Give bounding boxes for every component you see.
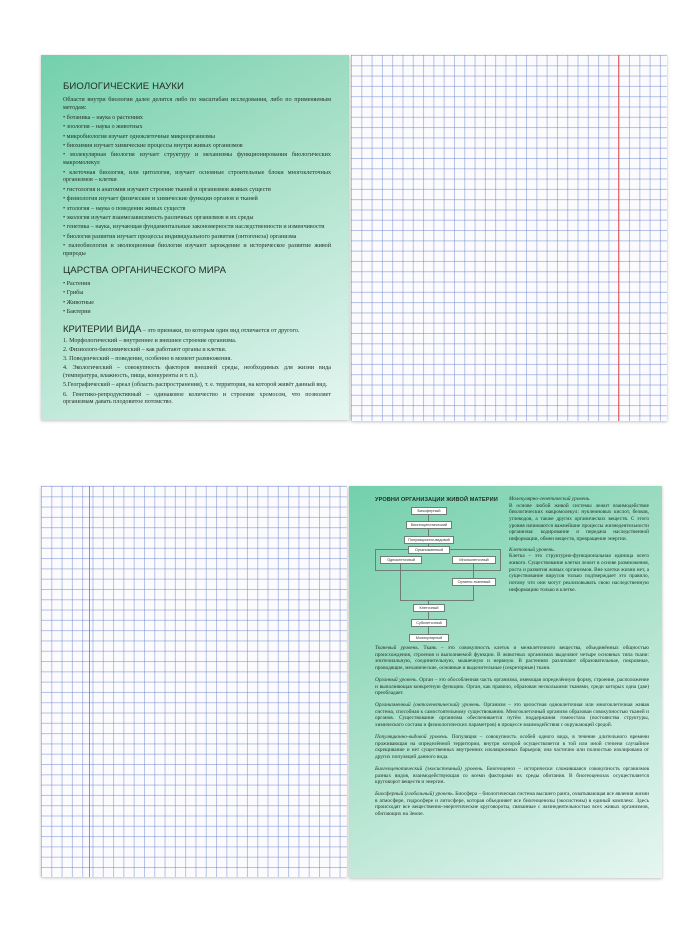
criteria-list [63, 338, 331, 407]
bio-intro: Области внутри биологии далее делятся либо по масштабам исследования, либо по применяемым методам: [63, 97, 331, 112]
grid-page-top-right [351, 55, 667, 421]
paragraph-text: Биосфера – биологическая система высшего ранга, охватывающая все явления жизни в атмосфере, гидросфере и литосфере, которая объединяет все биогеоценозы (экосистемы) в единый комплекс. Здесь происходят все вещественно-энергетические круговороты, связанные с жизнедеятельностью всех живых организмов, обитающих на Земле. [375, 790, 649, 818]
paragraph [375, 791, 649, 818]
paragraph-text: Популяция – совокупность особей одного вида, в течение длительного времени проживающая на определённой территории, внутри которой осуществляется в той или иной степени случайное скрещивание и нет существенных внутренних изоляционных барьеров; она частично или полностью изолирована от других популяций данного вида. [375, 733, 649, 761]
levels-text [375, 645, 649, 823]
connector [473, 585, 474, 600]
list-item: • биохимия изучает химические процессы внутри живых организмов [63, 143, 331, 151]
list-item: • Растения [63, 281, 331, 289]
list-item: • ботаника – наука о растениях [63, 115, 331, 123]
list-item: 1. Морфологический – внутреннее и внешнее строение организма. [63, 337, 237, 344]
paragraph-text: Биогеоценоз – исторически сложившаяся совокупность организмов разных видов, взаимодействующая со всеми факторами их среды обитания. В биогеоценозах осуществляется круговорот веществ и энергии. [375, 765, 649, 786]
bio-title: БИОЛОГИЧЕСКИЕ НАУКИ [63, 81, 185, 92]
criteria-title: КРИТЕРИИ ВИДА [63, 322, 142, 334]
level-box-population: Популяционно-видовой [404, 536, 454, 544]
connector [428, 528, 429, 536]
list-item: • генетика – наука, изучающая фундаментальные закономерности наследственности и изменчивости [63, 224, 331, 232]
criteria-intro: – это признаки, по которым один вид отличается от другого. [141, 327, 300, 334]
connector [473, 563, 474, 578]
connector [400, 600, 474, 601]
list-item: 6. Генетико-репродуктивный – одинаковое количество и строение хромосом, что позволяет организмам давать плодовитое потомство. [63, 391, 331, 406]
paragraph-text: Орган – это обособленная часть организма, имеющая определённую форму, строение, расположение и выполняющая конкретную функцию. Орган, как правило, образован несколькими тканями, среди которых одна (две) преобладает. [375, 676, 649, 697]
block-text: В основе любой живой системы лежит взаимодействие биологических макромолекул: нуклеиновых кислот, белков, углеводов, а также других органических веществ. С этого уровня начинаются важнейшие процессы жизнедеятельности организма: кодирование и передача наследственной информации, обмен веществ, превращение энергии. [509, 502, 649, 543]
criteria-heading [63, 323, 331, 336]
list-item: 4. Экологический – совокупность факторов внешней среды, необходимых для жизни вида (температура, влажность, пища, конкуренты и т. п.). [63, 365, 331, 380]
list-item: 2. Физиолого-биохимический – как работают органы и клетки. [63, 346, 227, 353]
list-item: • биология развития изучает процессы индивидуального развития (онтогенеза) организма [63, 234, 331, 242]
list-item: • физиология изучает физические и химические функции органов и тканей [63, 196, 331, 204]
page-levels-of-organization [349, 486, 662, 878]
list-item: 3. Поведенческий – поведение, особенно в момент размножения. [63, 356, 232, 363]
bio-list [63, 115, 331, 259]
block-heading: Клеточный уровень. [509, 546, 555, 553]
paragraph [375, 645, 649, 672]
level-box-organism: Организменный [408, 546, 450, 554]
list-item: 5.Географический – ареал (область распространения), т. е. территория, на которой живёт данный вид. [63, 382, 328, 389]
connector [428, 611, 429, 619]
paragraph [375, 734, 649, 761]
paragraph [375, 677, 649, 697]
level-box-organ-tissue: Органно-тканевый [452, 578, 496, 586]
connector [428, 514, 429, 521]
block-text: Клетка – это структурно-функциональная единица всего живого. Существование клетки лежит в основе размножения, роста и развития живых организмов. Вне клетки жизни нет, а существование вирусов только подтверждает это правило, потому что они могут реализовывать свою наследственную информацию только в клетке. [509, 553, 649, 593]
list-item: • молекулярная биология изучает структуру и механизмы функционирования биологических макромолекул [63, 152, 331, 168]
paragraph-heading: Организменный (онтогенетический) уровень. [375, 702, 481, 709]
level-box-cellular: Клеточный [413, 604, 445, 612]
right-column [509, 496, 649, 596]
level-box-subcellular: Субклеточный [411, 619, 447, 627]
grid-page-bottom-left [41, 486, 347, 877]
kingdoms-list [63, 281, 331, 317]
paragraph [375, 702, 649, 729]
paragraph [375, 766, 649, 786]
paragraph-text: Ткань – это совокупность клеток и межклеточного вещества, объединённых общностью происхождения, строения и выполняемой функции. В животных организмах выделяют четыре основных типа ткани: эпителиальную, соединительную, мышечную и нервную. В растениях различают образовательные, покровные, проводящие, механические, основные и выделительные (секреторные) ткани. [375, 645, 649, 672]
paragraph-heading: Органный уровень. [375, 676, 418, 683]
list-item: • Грибы [63, 290, 331, 298]
list-item: • экология изучает взаимозависимость различных организмов и их среды [63, 215, 331, 223]
paragraph-text: Организм – это целостная одноклеточная или многоклеточная живая система, способная к самостоятельному существованию. Многоклеточный организм образован совокупностью тканей и органов. Существование организма обеспечивается путём поддержания гомеостаза (постоянства структуры, химического состава и физиологических параметров) в процессе взаимодействия с окружающей средой. [375, 702, 649, 729]
levels-diagram [371, 507, 503, 645]
level-box-multicellular: Многоклеточный [452, 556, 496, 564]
paragraph-heading: Популяционно-видовой уровень. [375, 733, 449, 740]
list-item: • этология – наука о поведении живых существ [63, 206, 331, 214]
kingdoms-title: ЦАРСТВА ОРГАНИЧЕСКОГО МИРА [63, 264, 227, 276]
list-item: • клеточная биология, или цитология, изучает основные строительные блоки многоклеточных организмов – клетки [63, 170, 331, 186]
list-item: • микробиология изучает одноклеточные микроорганизмы [63, 134, 331, 142]
page-title: УРОВНИ ОРГАНИЗАЦИИ ЖИВОЙ МАТЕРИИ [375, 497, 498, 503]
paragraph-heading: Биогеоценотический (экосистемный) уровень. [375, 765, 484, 772]
level-box-molecular: Молекулярный [409, 634, 449, 642]
margin-line [89, 486, 90, 877]
page-content [63, 81, 331, 408]
list-item: • Животные [63, 300, 331, 308]
list-item: • палеобиология и эволюционная биология изучают зарождение и историческое развитие живой природы [63, 243, 331, 259]
level-box-unicellular: Одноклеточный [380, 556, 422, 564]
connector [428, 626, 429, 634]
list-item: • гистология и анатомия изучают строение тканей и организмов живых существ [63, 187, 331, 195]
page-biology-sciences [41, 55, 349, 420]
paragraph-heading: Тканевый уровень. [375, 645, 420, 651]
margin-line [618, 55, 619, 421]
connector [400, 563, 401, 600]
paragraph-heading: Биосферный (глобальный) уровень. [375, 790, 454, 797]
list-item: • зоология – наука о животных [63, 124, 331, 132]
block-heading: Молекулярно-генетический уровень. [509, 496, 591, 502]
level-box-biosphere: Биосферный [411, 507, 447, 515]
list-item: • Бактерии [63, 309, 331, 317]
level-box-biogeocenotic: Биогеоценотический [406, 521, 452, 529]
